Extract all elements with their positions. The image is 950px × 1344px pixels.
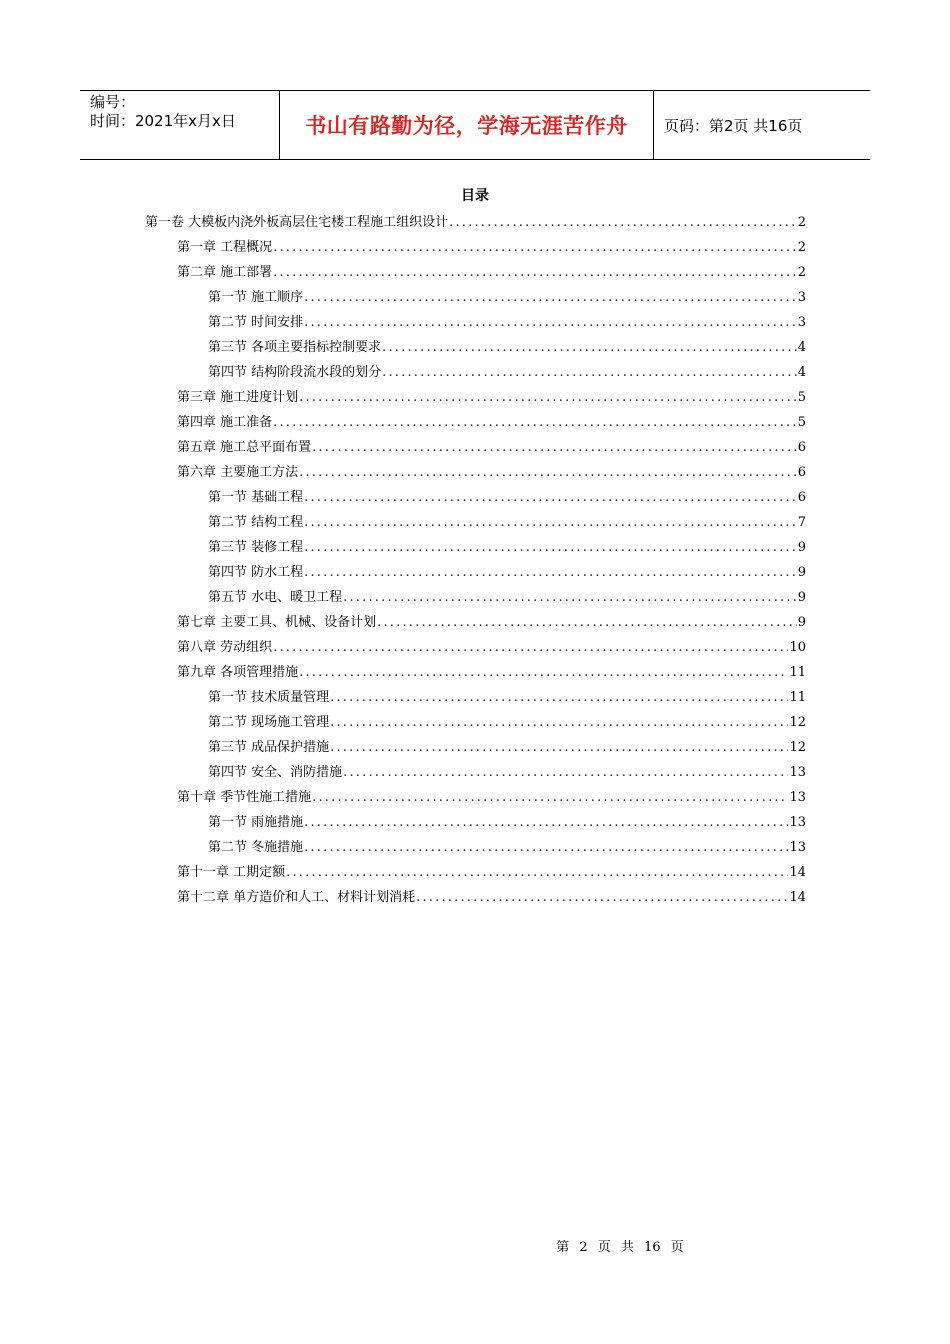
toc-entry-page: 2 xyxy=(797,240,806,255)
toc-entry[interactable] xyxy=(177,859,806,881)
toc-entry-label: 第三节 各项主要指标控制要求 xyxy=(208,340,382,355)
toc-entry-label: 第一章 工程概况 xyxy=(177,240,273,255)
toc-entry-page: 4 xyxy=(797,365,806,380)
toc-entry-page: 12 xyxy=(789,740,806,755)
toc-entry-page: 11 xyxy=(789,665,806,680)
toc-entry[interactable] xyxy=(208,359,806,381)
toc-entry-page: 13 xyxy=(789,815,806,830)
toc-entry-page: 10 xyxy=(789,640,806,655)
document-time-label: 时间：2021年x月x日 xyxy=(90,112,236,130)
toc-leader-dots xyxy=(299,665,788,681)
toc-entry-page: 9 xyxy=(797,615,806,630)
toc-entry-page: 3 xyxy=(797,315,806,330)
toc-leader-dots xyxy=(330,690,788,706)
toc-leader-dots xyxy=(382,340,797,356)
toc-entry-page: 12 xyxy=(789,715,806,730)
toc-entry[interactable] xyxy=(208,509,806,531)
toc-entry-label: 第二节 结构工程 xyxy=(208,515,304,530)
toc-entry-page: 6 xyxy=(797,440,806,455)
toc-leader-dots xyxy=(312,440,797,456)
toc-entry[interactable] xyxy=(145,209,806,231)
toc-entry[interactable] xyxy=(177,459,806,481)
toc-entry[interactable] xyxy=(208,584,806,606)
toc-leader-dots xyxy=(273,640,788,656)
toc-entry[interactable] xyxy=(208,334,806,356)
header-meta xyxy=(80,91,280,159)
toc-entry[interactable] xyxy=(177,434,806,456)
toc-leader-dots xyxy=(299,390,797,406)
toc-entry[interactable] xyxy=(208,684,806,706)
toc-leader-dots xyxy=(304,840,788,856)
toc-entry-page: 9 xyxy=(797,540,806,555)
toc-entry[interactable] xyxy=(177,659,806,681)
toc-leader-dots xyxy=(416,890,788,906)
toc-entry-label: 第八章 劳动组织 xyxy=(177,640,273,655)
toc-entry-page: 7 xyxy=(797,515,806,530)
toc-entry[interactable] xyxy=(208,559,806,581)
toc-entry-label: 第五节 水电、暖卫工程 xyxy=(208,590,343,605)
toc-entry-label: 第七章 主要工具、机械、设备计划 xyxy=(177,615,377,630)
page-footer: 第 2 页 共 16 页 xyxy=(556,1240,684,1255)
toc-entry-label: 第九章 各项管理措施 xyxy=(177,665,299,680)
toc-entry-label: 第六章 主要施工方法 xyxy=(177,465,299,480)
toc-entry-page: 9 xyxy=(797,565,806,580)
toc-entry[interactable] xyxy=(208,534,806,556)
toc-leader-dots xyxy=(343,590,797,606)
toc-leader-dots xyxy=(330,715,788,731)
toc-entry-label: 第十章 季节性施工措施 xyxy=(177,790,312,805)
toc-leader-dots xyxy=(449,215,797,231)
toc-entry-label: 第十一章 工期定额 xyxy=(177,865,286,880)
toc-entry[interactable] xyxy=(177,384,806,406)
toc-leader-dots xyxy=(382,365,797,381)
toc-entry-label: 第五章 施工总平面布置 xyxy=(177,440,312,455)
toc-leader-dots xyxy=(273,265,797,281)
toc-leader-dots xyxy=(330,740,788,756)
toc-entry-label: 第一卷 大模板内浇外板高层住宅楼工程施工组织设计 xyxy=(145,215,449,230)
toc-entry-page: 14 xyxy=(789,865,806,880)
toc-entry-label: 第三节 装修工程 xyxy=(208,540,304,555)
toc-entry[interactable] xyxy=(208,284,806,306)
toc-entry-label: 第十二章 单方造价和人工、材料计划消耗 xyxy=(177,890,416,905)
header-motto: 书山有路勤为径，学海无涯苦作舟 xyxy=(280,91,654,159)
toc-entry-label: 第三节 成品保护措施 xyxy=(208,740,330,755)
toc-entry-page: 5 xyxy=(797,415,806,430)
toc-entry[interactable] xyxy=(208,834,806,856)
toc-entry-page: 3 xyxy=(797,290,806,305)
toc-entry-page: 9 xyxy=(797,590,806,605)
toc-leader-dots xyxy=(304,290,797,306)
toc-entry-label: 第四节 安全、消防措施 xyxy=(208,765,343,780)
toc-entry-label: 第二节 冬施措施 xyxy=(208,840,304,855)
toc-entry[interactable] xyxy=(208,484,806,506)
toc-leader-dots xyxy=(377,615,797,631)
toc-entry[interactable] xyxy=(208,309,806,331)
toc-leader-dots xyxy=(304,540,797,556)
toc-leader-dots xyxy=(343,765,788,781)
toc-entry[interactable] xyxy=(177,784,806,806)
toc-entry-page: 11 xyxy=(789,690,806,705)
toc-entry-page: 2 xyxy=(797,265,806,280)
toc-leader-dots xyxy=(286,865,788,881)
toc-leader-dots xyxy=(304,515,797,531)
toc-entry-label: 第一节 雨施措施 xyxy=(208,815,304,830)
toc-leader-dots xyxy=(304,315,797,331)
toc-entry[interactable] xyxy=(208,759,806,781)
toc-entry-page: 14 xyxy=(789,890,806,905)
toc-leader-dots xyxy=(312,790,788,806)
toc-leader-dots xyxy=(273,415,797,431)
page-header xyxy=(80,90,870,160)
toc-entry-label: 第一节 基础工程 xyxy=(208,490,304,505)
toc-entry-label: 第一节 技术质量管理 xyxy=(208,690,330,705)
toc-entry-label: 第二节 现场施工管理 xyxy=(208,715,330,730)
toc-entry-label: 第四节 防水工程 xyxy=(208,565,304,580)
toc-entry[interactable] xyxy=(177,234,806,256)
toc-entry[interactable] xyxy=(177,609,806,631)
toc-title: 目录 xyxy=(461,188,489,204)
toc-entry[interactable] xyxy=(208,709,806,731)
toc-entry-page: 6 xyxy=(797,465,806,480)
header-page-info: 页码：第2页 共16页 xyxy=(664,116,803,135)
toc-entry-page: 4 xyxy=(797,340,806,355)
toc-leader-dots xyxy=(299,465,797,481)
toc-entry-page: 5 xyxy=(797,390,806,405)
toc-leader-dots xyxy=(304,815,788,831)
toc-entry-page: 13 xyxy=(789,840,806,855)
toc-entry[interactable] xyxy=(208,809,806,831)
toc-entry[interactable] xyxy=(177,884,806,906)
toc-leader-dots xyxy=(304,565,797,581)
toc-entry-page: 13 xyxy=(789,790,806,805)
toc-entry[interactable] xyxy=(177,409,806,431)
toc-leader-dots xyxy=(304,490,797,506)
toc-entry-label: 第二章 施工部署 xyxy=(177,265,273,280)
toc-entry-page: 6 xyxy=(797,490,806,505)
toc-entry[interactable] xyxy=(177,634,806,656)
toc-entry-label: 第二节 时间安排 xyxy=(208,315,304,330)
toc-entry[interactable] xyxy=(177,259,806,281)
document-number-label: 编号： xyxy=(90,93,136,111)
toc-entry[interactable] xyxy=(208,734,806,756)
toc-entry-label: 第一节 施工顺序 xyxy=(208,290,304,305)
toc-entry-label: 第四章 施工准备 xyxy=(177,415,273,430)
toc-entry-label: 第四节 结构阶段流水段的划分 xyxy=(208,365,382,380)
toc-leader-dots xyxy=(273,240,797,256)
toc-entry-page: 13 xyxy=(789,765,806,780)
toc-entry-label: 第三章 施工进度计划 xyxy=(177,390,299,405)
toc-entry-page: 2 xyxy=(797,215,806,230)
